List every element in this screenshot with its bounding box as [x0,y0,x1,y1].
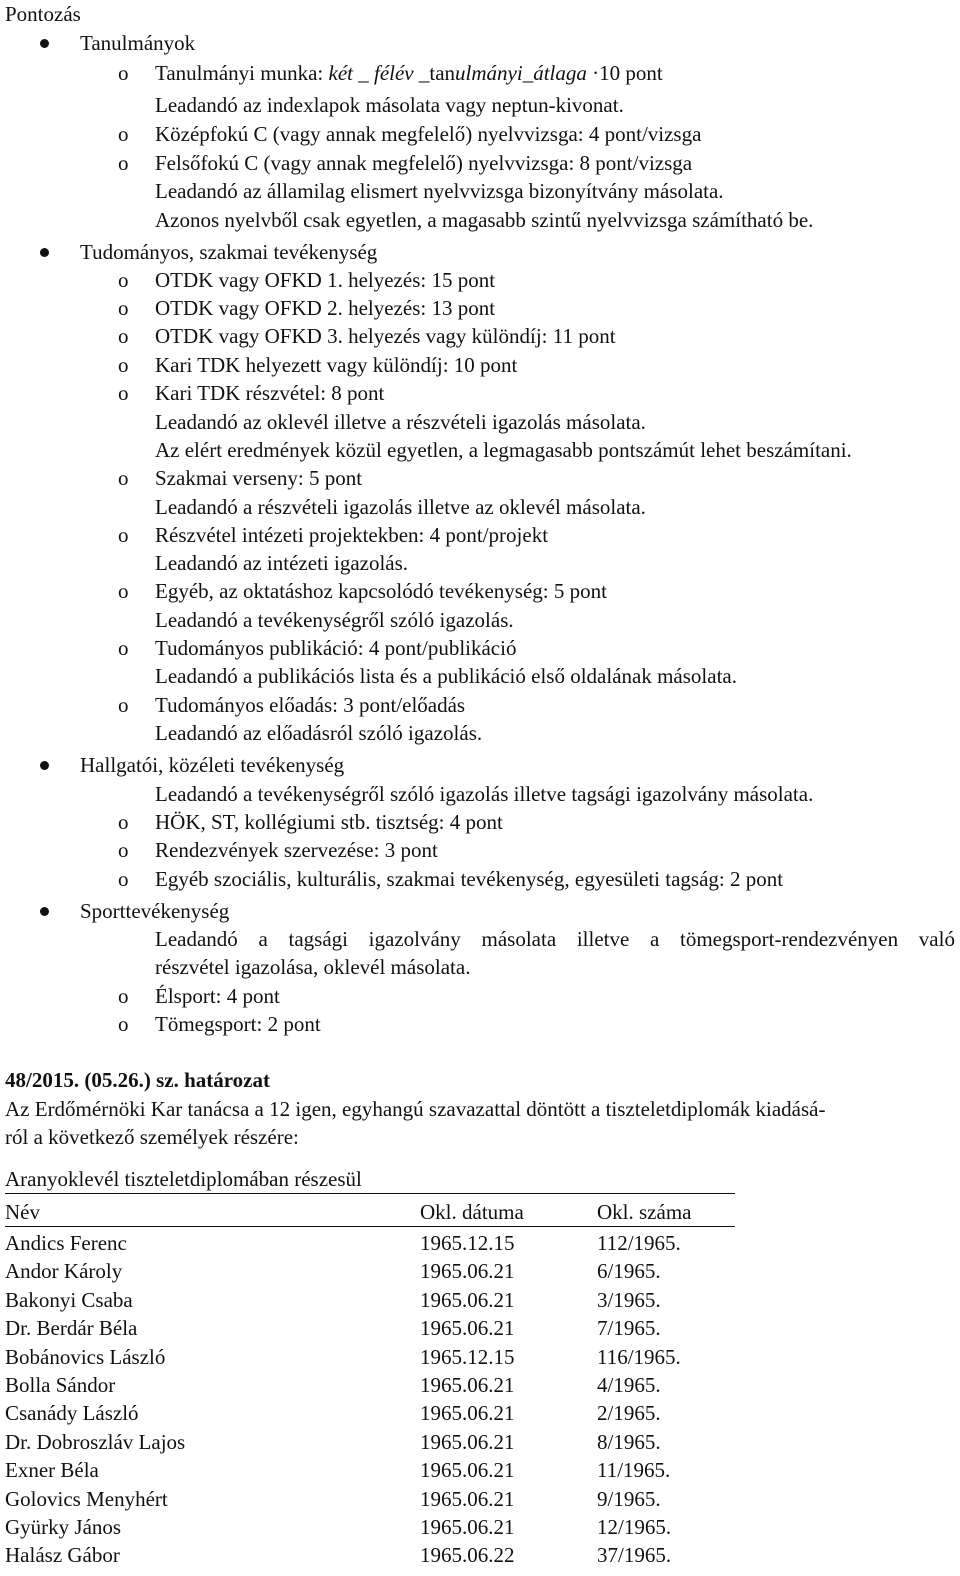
table-rule [5,1193,735,1194]
justified-word: illetve [576,927,630,951]
table-cell-name: Bobánovics László [5,1345,166,1369]
note-text: Leadandó az előadásról szóló igazolás. [155,721,483,745]
bullet-icon [40,39,49,48]
list-item: Középfokú C (vagy annak megfelelő) nyelvvizsga: 4 pont/vizsga [155,122,702,146]
table-cell-date: 1965.06.21 [420,1316,515,1340]
section-title: Hallgatói, közéleti tevékenység [80,753,345,777]
circle-bullet-icon: o [118,61,129,85]
bullet-icon [40,248,49,257]
table-cell-name: Bakonyi Csaba [5,1288,133,1312]
table-cell-date: 1965.06.21 [420,1515,515,1539]
list-item: Szakmai verseny: 5 pont [155,466,363,490]
table-cell-number: 6/1965. [597,1259,661,1283]
justified-word: a [258,927,268,951]
note-text: Leadandó az államilag elismert nyelvvizsga bizonyítvány másolata. [155,179,724,203]
section-title: Sporttevékenység [80,899,230,923]
list-item: Egyéb szociális, kulturális, szakmai tevékenység, egyesületi tagság: 2 pont [155,867,784,891]
table-cell-name: Andics Ferenc [5,1231,127,1255]
table-cell-name: Exner Béla [5,1458,99,1482]
list-item: Tömegsport: 2 pont [155,1012,321,1036]
table-cell-name: Dr. Berdár Béla [5,1316,138,1340]
list-item: Kari TDK helyezett vagy különdíj: 10 pont [155,353,518,377]
resolution-text: ról a következő személyek részére: [5,1125,299,1149]
section-title: Tudományos, szakmai tevékenység [80,240,378,264]
table-cell-number: 9/1965. [597,1487,661,1511]
circle-bullet-icon: o [118,381,129,405]
resolution-number: 48/2015. (05.26.) sz. határozat [5,1068,270,1092]
circle-bullet-icon: o [118,693,129,717]
list-item: Élsport: 4 pont [155,984,280,1008]
table-cell-date: 1965.06.21 [420,1430,515,1454]
circle-bullet-icon: o [118,984,129,1008]
note-text: Leadandó a részvételi igazolás illetve az oklevél másolata. [155,495,646,519]
circle-bullet-icon: o [118,579,129,603]
list-item: OTDK vagy OFKD 2. helyezés: 13 pont [155,296,496,320]
list-item: Egyéb, az oktatáshoz kapcsolódó tevékenység: 5 pont [155,579,607,603]
circle-bullet-icon: o [118,838,129,862]
table-cell-date: 1965.06.21 [420,1288,515,1312]
list-item: Tudományos publikáció: 4 pont/publikáció [155,636,517,660]
note-text: Leadandó az intézeti igazolás. [155,551,409,575]
table-header-number: Okl. száma [597,1200,692,1224]
justified-word: való [918,927,955,951]
circle-bullet-icon: o [118,353,129,377]
circle-bullet-icon: o [118,324,129,348]
table-cell-name: Golovics Menyhért [5,1487,168,1511]
circle-bullet-icon: o [118,122,129,146]
table-cell-date: 1965.06.21 [420,1458,515,1482]
circle-bullet-icon: o [118,151,129,175]
item-text: Tanulmányi munka: [155,61,324,85]
circle-bullet-icon: o [118,810,129,834]
note-text-justified [155,925,955,953]
note-text: Leadandó az indexlapok másolata vagy neptun-kivonat. [155,93,624,117]
table-cell-date: 1965.06.21 [420,1487,515,1511]
page-heading: Pontozás [5,2,81,26]
note-text: Leadandó az oklevél illetve a részvételi igazolás másolata. [155,410,646,434]
list-item: OTDK vagy OFKD 1. helyezés: 15 pont [155,268,496,292]
average-formula: két _ félév _tanulmányi_átlaga ·10 pont [328,61,663,85]
circle-bullet-icon: o [118,636,129,660]
table-cell-number: 3/1965. [597,1288,661,1312]
table-cell-number: 11/1965. [597,1458,671,1482]
table-cell-name: Andor Károly [5,1259,123,1283]
table-cell-date: 1965.12.15 [420,1231,515,1255]
list-item: Tudományos előadás: 3 pont/előadás [155,693,466,717]
section-title: Tanulmányok [80,31,196,55]
list-item: HÖK, ST, kollégiumi stb. tisztség: 4 pont [155,810,503,834]
note-text: Leadandó a publikációs lista és a publikáció első oldalának másolata. [155,664,737,688]
table-header-date: Okl. dátuma [420,1200,524,1224]
list-item: Felsőfokú C (vagy annak megfelelő) nyelvvizsga: 8 pont/vizsga [155,151,693,175]
table-cell-name: Halász Gábor [5,1543,120,1567]
note-text: Az elért eredmények közül egyetlen, a legmagasabb pontszámút lehet beszámítani. [155,438,852,462]
table-cell-name: Csanády László [5,1401,139,1425]
table-caption: Aranyoklevél tiszteletdiplomában részesül [5,1167,362,1191]
list-item: Részvétel intézeti projektekben: 4 pont/projekt [155,523,549,547]
table-cell-number: 116/1965. [597,1345,681,1369]
table-cell-number: 12/1965. [597,1515,672,1539]
circle-bullet-icon: o [118,268,129,292]
table-cell-number: 2/1965. [597,1401,661,1425]
list-item [155,59,663,87]
table-cell-number: 4/1965. [597,1373,661,1397]
circle-bullet-icon: o [118,867,129,891]
justified-word: másolata [481,927,557,951]
justified-word: Leadandó [155,927,238,951]
list-item: OTDK vagy OFKD 3. helyezés vagy különdíj: 11 pont [155,324,616,348]
circle-bullet-icon: o [118,466,129,490]
circle-bullet-icon: o [118,1012,129,1036]
note-text: Leadandó a tevékenységről szóló igazolás illetve tagsági igazolvány másolata. [155,782,814,806]
note-text: részvétel igazolása, oklevél másolata. [155,955,471,979]
table-cell-number: 37/1965. [597,1543,672,1567]
note-text: Azonos nyelvből csak egyetlen, a magasabb szintű nyelvvizsga számítható be. [155,208,814,232]
table-cell-date: 1965.12.15 [420,1345,515,1369]
table-cell-number: 112/1965. [597,1231,681,1255]
table-cell-date: 1965.06.21 [420,1259,515,1283]
table-cell-number: 8/1965. [597,1430,661,1454]
circle-bullet-icon: o [118,296,129,320]
list-item: Rendezvények szervezése: 3 pont [155,838,438,862]
table-cell-name: Dr. Dobroszláv Lajos [5,1430,186,1454]
note-text: Leadandó a tevékenységről szóló igazolás. [155,608,514,632]
table-header-name: Név [5,1200,40,1224]
justified-word: tagsági [288,927,348,951]
table-cell-date: 1965.06.21 [420,1401,515,1425]
resolution-text: Az Erdőmérnöki Kar tanácsa a 12 igen, egyhangú szavazattal döntött a tiszteletdiplomák kiadásá- [5,1097,826,1121]
bullet-icon [40,907,49,916]
justified-word: igazolvány [368,927,461,951]
table-rule [5,1226,735,1227]
justified-word: tömegsport-rendezvényen [680,927,899,951]
table-cell-number: 7/1965. [597,1316,661,1340]
list-item: Kari TDK részvétel: 8 pont [155,381,385,405]
bullet-icon [40,761,49,770]
table-cell-name: Gyürky János [5,1515,122,1539]
table-cell-date: 1965.06.22 [420,1543,515,1567]
circle-bullet-icon: o [118,523,129,547]
table-cell-date: 1965.06.21 [420,1373,515,1397]
table-cell-name: Bolla Sándor [5,1373,116,1397]
justified-word: a [650,927,660,951]
